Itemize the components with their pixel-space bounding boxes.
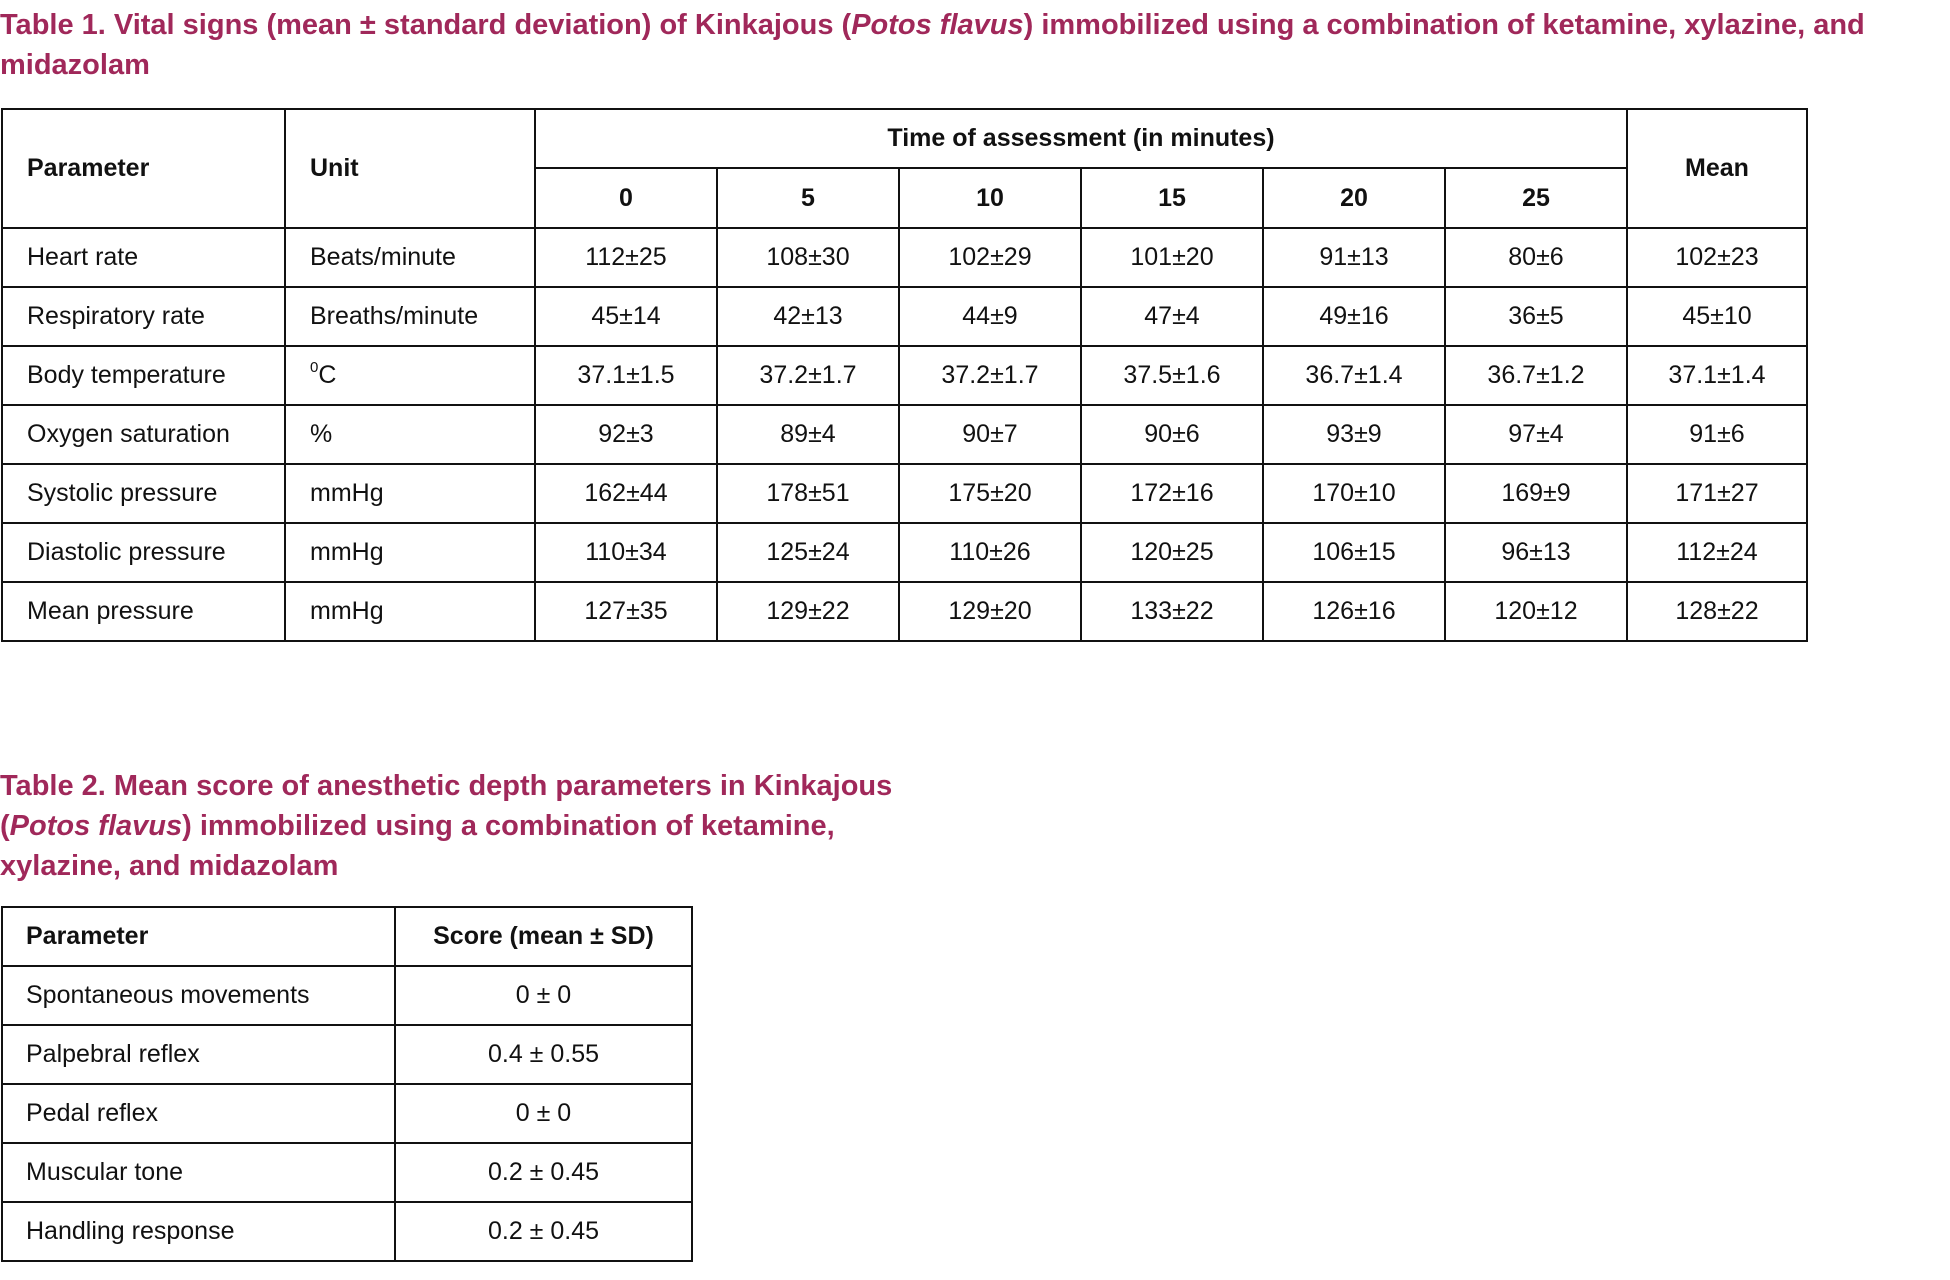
row-mean: 171±27 xyxy=(1627,464,1807,523)
row-unit xyxy=(285,582,535,641)
row-mean: 128±22 xyxy=(1627,582,1807,641)
row-value: 178±51 xyxy=(717,464,899,523)
row-parameter: Handling response xyxy=(2,1202,395,1261)
unit-text: % xyxy=(310,420,333,448)
table1-caption-after: ) immobilized using a combination of ketamine, xylazine, and midazolam xyxy=(0,9,1865,81)
table-row xyxy=(2,228,1807,287)
row-score: 0.4 ± 0.55 xyxy=(395,1025,692,1084)
row-value: 49±16 xyxy=(1263,287,1445,346)
row-value: 37.2±1.7 xyxy=(717,346,899,405)
table2-header-row xyxy=(2,907,692,966)
row-value: 169±9 xyxy=(1445,464,1627,523)
row-value: 89±4 xyxy=(717,405,899,464)
table1-caption-before: Table 1. Vital signs (mean ± standard deviation) of Kinkajous ( xyxy=(0,9,852,41)
anesthetic-depth-table xyxy=(1,906,693,1262)
table2-caption xyxy=(0,766,920,886)
row-parameter: Spontaneous movements xyxy=(2,966,395,1025)
table-row xyxy=(2,405,1807,464)
unit-text: mmHg xyxy=(310,479,384,507)
row-value: 101±20 xyxy=(1081,228,1263,287)
table1-header-time-25: 25 xyxy=(1445,168,1627,228)
row-value: 110±26 xyxy=(899,523,1081,582)
table1-header-time-15: 15 xyxy=(1081,168,1263,228)
table-row xyxy=(2,966,692,1025)
row-parameter: Diastolic pressure xyxy=(2,523,285,582)
row-value: 125±24 xyxy=(717,523,899,582)
unit-text: Beats/minute xyxy=(310,243,456,271)
row-value: 108±30 xyxy=(717,228,899,287)
row-unit xyxy=(285,464,535,523)
row-unit xyxy=(285,405,535,464)
table-row xyxy=(2,523,1807,582)
row-unit xyxy=(285,346,535,405)
row-value: 96±13 xyxy=(1445,523,1627,582)
row-value: 36±5 xyxy=(1445,287,1627,346)
table-row xyxy=(2,582,1807,641)
table-row xyxy=(2,287,1807,346)
row-unit xyxy=(285,228,535,287)
row-value: 175±20 xyxy=(899,464,1081,523)
row-value: 172±16 xyxy=(1081,464,1263,523)
row-value: 90±7 xyxy=(899,405,1081,464)
table2-header-score: Score (mean ± SD) xyxy=(395,907,692,966)
unit-superscript: 0 xyxy=(310,359,319,376)
row-mean: 91±6 xyxy=(1627,405,1807,464)
row-value: 102±29 xyxy=(899,228,1081,287)
row-value: 97±4 xyxy=(1445,405,1627,464)
row-value: 36.7±1.2 xyxy=(1445,346,1627,405)
table2-body xyxy=(2,907,692,1261)
row-unit xyxy=(285,523,535,582)
table-row xyxy=(2,346,1807,405)
row-parameter: Pedal reflex xyxy=(2,1084,395,1143)
table1-header-time-10: 10 xyxy=(899,168,1081,228)
table1-caption-species: Potos flavus xyxy=(851,9,1024,41)
table2-header-parameter: Parameter xyxy=(2,907,395,966)
table1-header-parameter: Parameter xyxy=(2,109,285,228)
table-row xyxy=(2,1202,692,1261)
table1-header-time-5: 5 xyxy=(717,168,899,228)
row-value: 37.2±1.7 xyxy=(899,346,1081,405)
row-value: 45±14 xyxy=(535,287,717,346)
table1-header-time-20: 20 xyxy=(1263,168,1445,228)
row-score: 0 ± 0 xyxy=(395,1084,692,1143)
unit-text: Breaths/minute xyxy=(310,302,479,330)
row-value: 90±6 xyxy=(1081,405,1263,464)
row-value: 80±6 xyxy=(1445,228,1627,287)
row-parameter: Muscular tone xyxy=(2,1143,395,1202)
row-value: 44±9 xyxy=(899,287,1081,346)
row-value: 36.7±1.4 xyxy=(1263,346,1445,405)
row-value: 106±15 xyxy=(1263,523,1445,582)
row-parameter: Body temperature xyxy=(2,346,285,405)
row-value: 42±13 xyxy=(717,287,899,346)
row-value: 133±22 xyxy=(1081,582,1263,641)
row-parameter: Respiratory rate xyxy=(2,287,285,346)
table2-caption-before: ( xyxy=(0,810,10,842)
unit-text: mmHg xyxy=(310,597,384,625)
row-value: 162±44 xyxy=(535,464,717,523)
unit-text: mmHg xyxy=(310,538,384,566)
row-value: 120±12 xyxy=(1445,582,1627,641)
row-value: 37.5±1.6 xyxy=(1081,346,1263,405)
row-value: 127±35 xyxy=(535,582,717,641)
table2-caption-after: ) immobilized using a combination of ketamine, xyxy=(182,810,835,842)
row-parameter: Mean pressure xyxy=(2,582,285,641)
table-row xyxy=(2,464,1807,523)
row-parameter: Systolic pressure xyxy=(2,464,285,523)
table1-header-time-0: 0 xyxy=(535,168,717,228)
row-value: 92±3 xyxy=(535,405,717,464)
row-value: 47±4 xyxy=(1081,287,1263,346)
row-value: 91±13 xyxy=(1263,228,1445,287)
row-value: 37.1±1.5 xyxy=(535,346,717,405)
table1-header-unit: Unit xyxy=(285,109,535,228)
row-mean: 102±23 xyxy=(1627,228,1807,287)
table1-caption xyxy=(0,5,1900,85)
table2-caption-line3: xylazine, and midazolam xyxy=(0,850,339,882)
row-value: 170±10 xyxy=(1263,464,1445,523)
row-mean: 45±10 xyxy=(1627,287,1807,346)
row-unit xyxy=(285,287,535,346)
table2-caption-species: Potos flavus xyxy=(9,810,183,842)
row-parameter: Heart rate xyxy=(2,228,285,287)
row-parameter: Oxygen saturation xyxy=(2,405,285,464)
row-score: 0.2 ± 0.45 xyxy=(395,1143,692,1202)
table-row xyxy=(2,1143,692,1202)
vital-signs-table xyxy=(1,108,1808,642)
row-score: 0 ± 0 xyxy=(395,966,692,1025)
table1-header-row xyxy=(2,109,1807,168)
row-value: 129±20 xyxy=(899,582,1081,641)
table2-caption-line1: Table 2. Mean score of anesthetic depth parameters in Kinkajous xyxy=(0,770,893,802)
row-mean: 37.1±1.4 xyxy=(1627,346,1807,405)
row-value: 110±34 xyxy=(535,523,717,582)
table1-header-time-group: Time of assessment (in minutes) xyxy=(535,109,1627,168)
table-row xyxy=(2,1084,692,1143)
row-value: 93±9 xyxy=(1263,405,1445,464)
row-value: 112±25 xyxy=(535,228,717,287)
table1-body xyxy=(2,228,1807,641)
row-value: 129±22 xyxy=(717,582,899,641)
table1-header-mean: Mean xyxy=(1627,109,1807,228)
row-value: 120±25 xyxy=(1081,523,1263,582)
row-score: 0.2 ± 0.45 xyxy=(395,1202,692,1261)
table-row xyxy=(2,1025,692,1084)
unit-text: C xyxy=(318,361,337,389)
row-parameter: Palpebral reflex xyxy=(2,1025,395,1084)
row-value: 126±16 xyxy=(1263,582,1445,641)
row-mean: 112±24 xyxy=(1627,523,1807,582)
